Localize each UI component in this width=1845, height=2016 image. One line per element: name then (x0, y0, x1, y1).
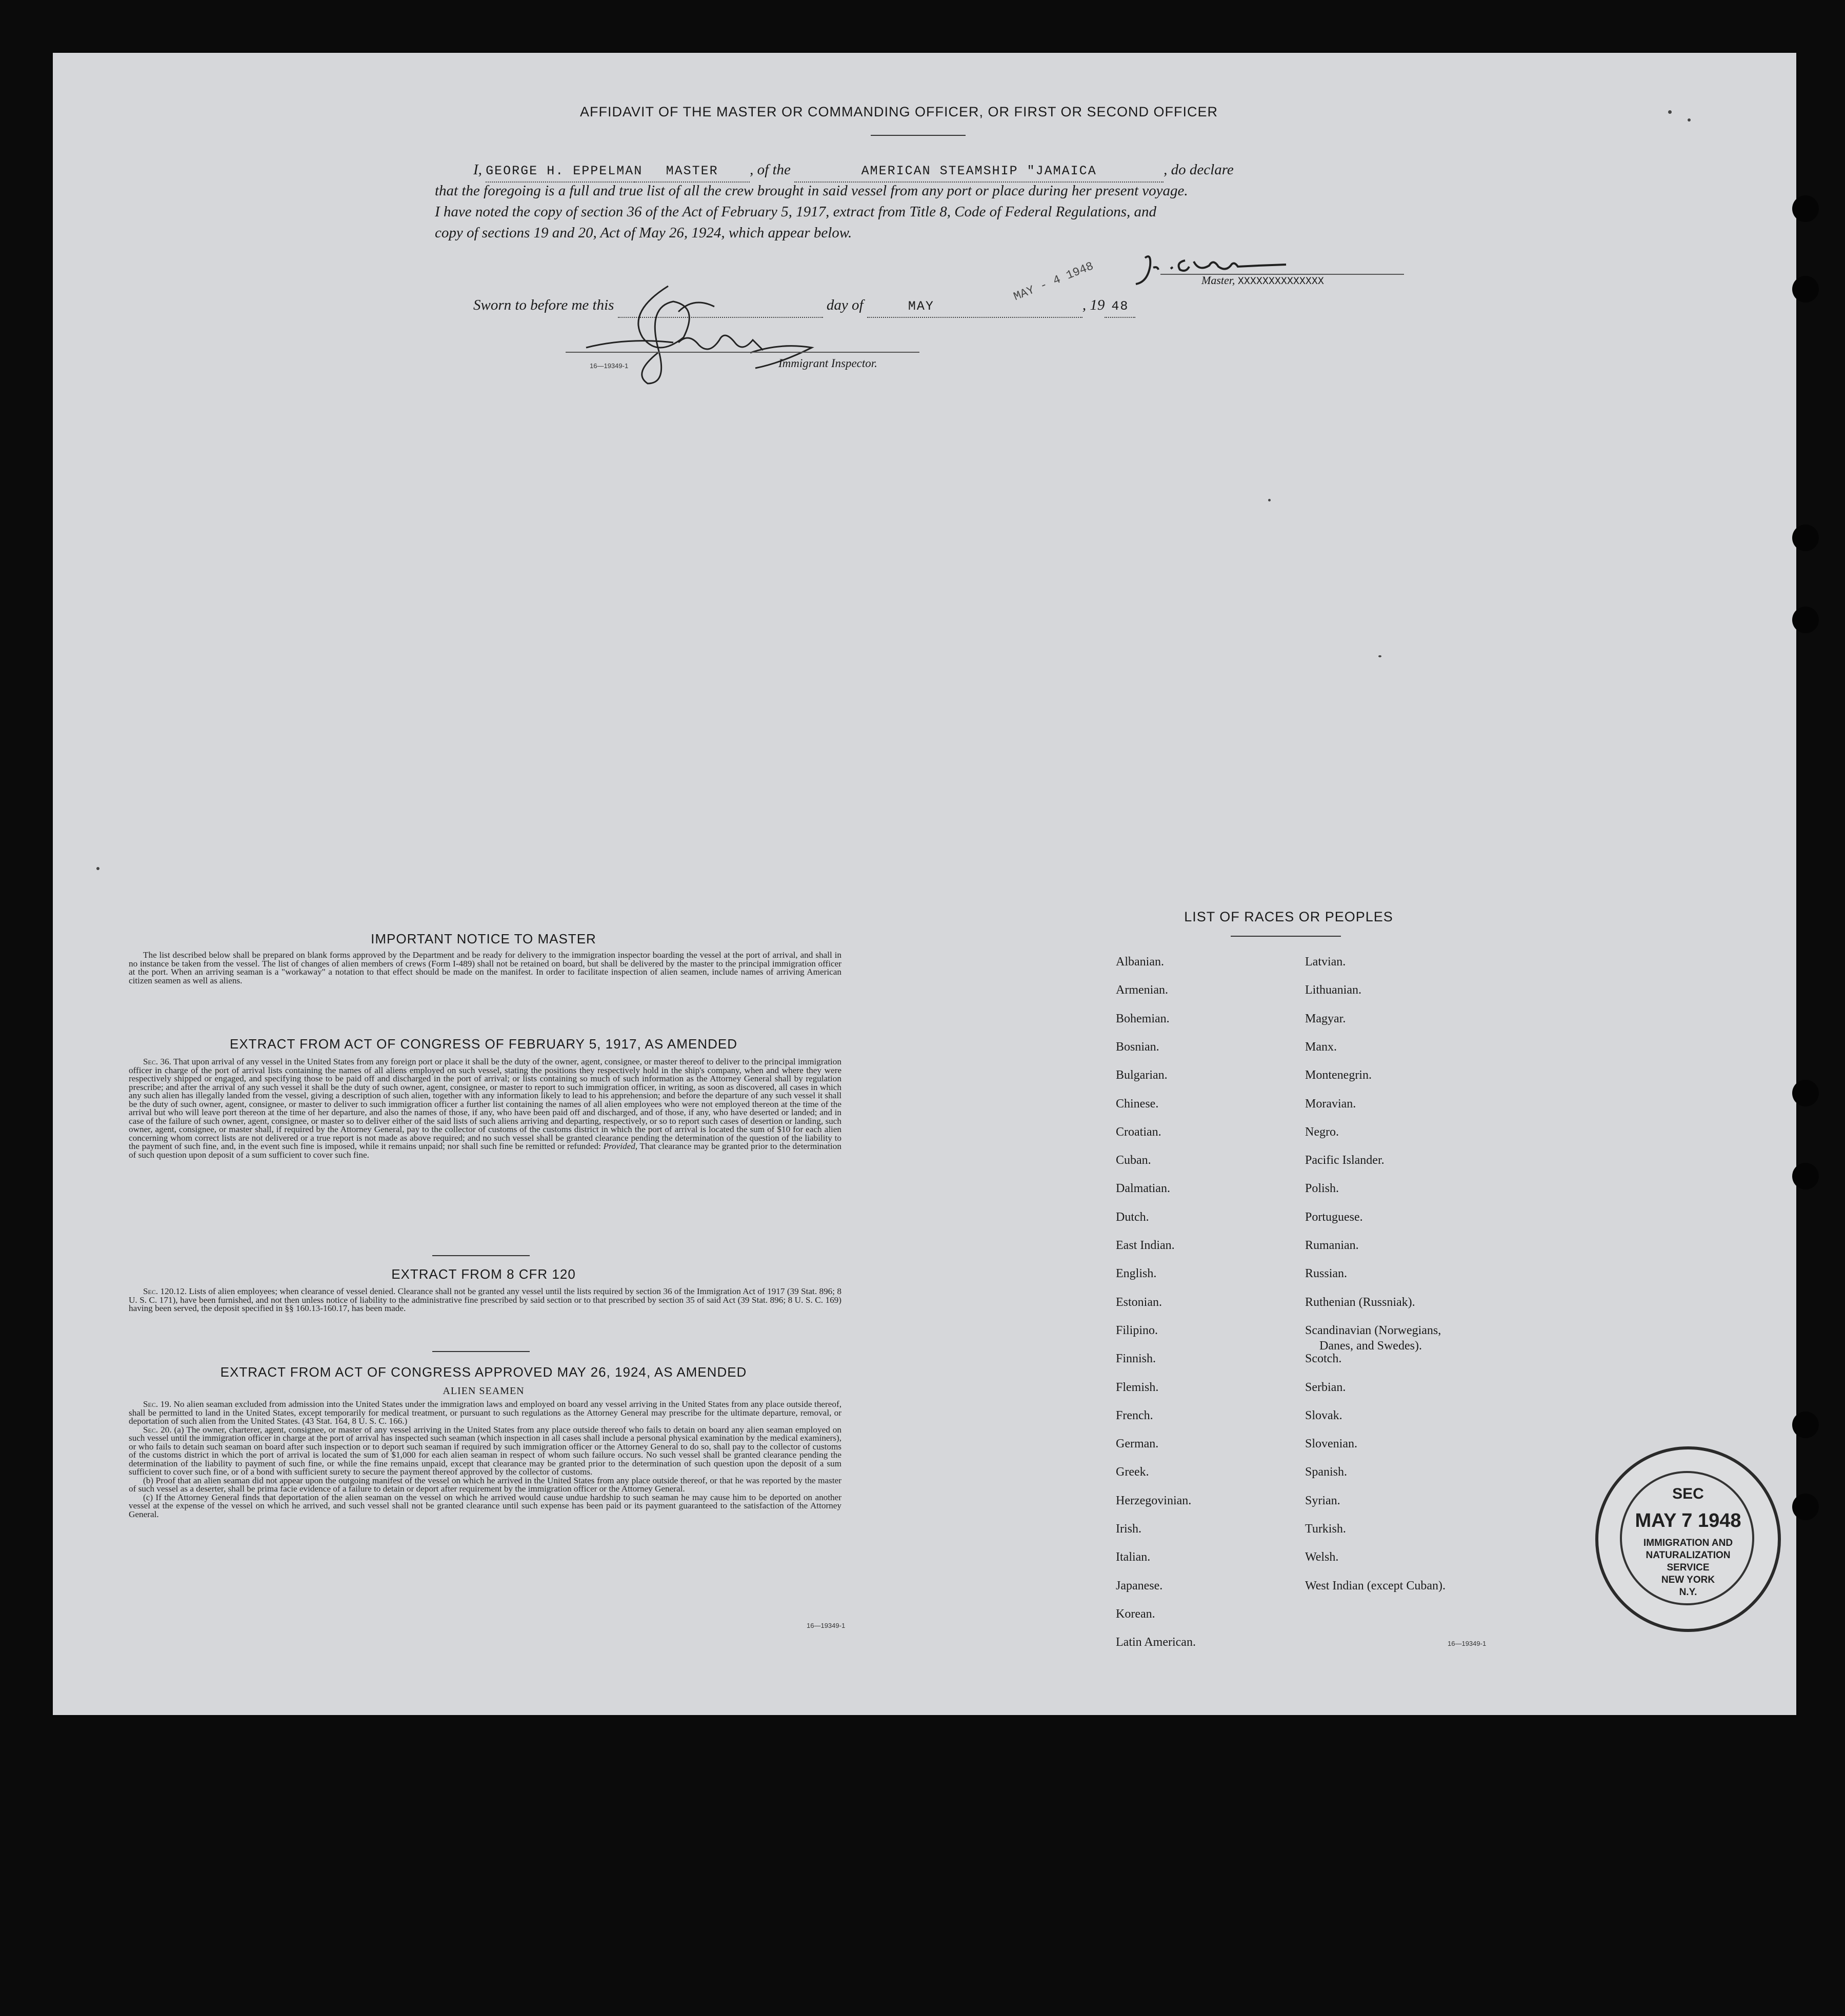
affidavit-heading-rule (871, 135, 966, 136)
race-item: Estonian. (1116, 1295, 1162, 1309)
binder-hole (1792, 525, 1819, 551)
affidavit-heading: AFFIDAVIT OF THE MASTER OR COMMANDING OFFICER, OR FIRST OR SECOND OFFICER (579, 104, 1218, 119)
race-item: Turkish. (1305, 1522, 1346, 1536)
race-item: Ruthenian (Russniak). (1305, 1295, 1415, 1309)
binder-hole (1792, 1163, 1819, 1190)
sworn-label: Sworn to before me this (473, 297, 614, 313)
affidavit-do-declare: , do declare (1164, 162, 1234, 178)
binder-hole (1792, 1494, 1819, 1520)
race-item: Syrian. (1305, 1494, 1340, 1507)
cfr-text (129, 1287, 841, 1313)
master-label: Master, (1201, 274, 1235, 287)
divider-2 (432, 1351, 530, 1352)
race-item: Dalmatian. (1116, 1182, 1170, 1196)
race-item: Cuban. (1116, 1154, 1151, 1167)
race-item: Pacific Islander. (1305, 1154, 1385, 1167)
sec-20b-paragraph: (b) Proof that an alien seaman did not appear upon the outgoing manifest of the vessel on which he arrived in the United States from any place outside thereof, or that he was reported by the master of such vessel as a deserter, shall be prima facie evidence of a failure to detain or deport after requirement by the immigration officer or the Attorney General. (129, 1475, 841, 1494)
race-item: Polish. (1305, 1182, 1339, 1196)
race-item: German. (1116, 1437, 1159, 1451)
race-item: Negro. (1305, 1125, 1339, 1139)
binder-hole (1792, 1080, 1819, 1106)
inspector-label: Immigrant Inspector. (778, 357, 877, 370)
race-item: Welsh. (1305, 1550, 1339, 1564)
affidavit-line-1 (473, 159, 1458, 183)
race-item: Korean. (1116, 1607, 1155, 1621)
race-item: Greek. (1116, 1465, 1149, 1479)
race-item: Slovenian. (1305, 1437, 1357, 1451)
extract-1924-text (129, 1400, 841, 1519)
races-heading: LIST OF RACES OR PEOPLES (1184, 909, 1393, 924)
affidavit-line-3: I have noted the copy of section 36 of the Act of February 5, 1917, extract from Title 8, Code of Federal Regulations, and (435, 204, 1157, 220)
race-item: Scandinavian (Norwegians, (1305, 1323, 1441, 1337)
cfr-paragraph (129, 1287, 841, 1313)
sec-20-label: Sec. 20. (143, 1424, 172, 1435)
race-item: Albanian. (1116, 955, 1164, 969)
sec-20c-paragraph: (c) If the Attorney General finds that deportation of the alien seaman on the vessel on which he arrived would cause undue hardship to such seaman he may cause him to be deported on another vessel at the expense of the vessel on which he arrived, and such vessel shall not be granted clearance until such expense has been paid or its payment guaranteed to the satisfaction of the Attorney General. (129, 1492, 841, 1519)
race-item: Chinese. (1116, 1097, 1159, 1111)
race-item: Montenegrin. (1305, 1069, 1372, 1082)
race-item: West Indian (except Cuban). (1305, 1579, 1446, 1592)
day-of-label: day of (826, 297, 864, 313)
race-item: Slovak. (1305, 1408, 1342, 1422)
extract-1917-text (129, 1058, 841, 1159)
sec-36-text: That upon arrival of any vessel in the United States from any foreign port or place it shall be the duty of the owner, agent, consignee, or master thereof to deliver to the principal immigration officer in charge of the port of arrival lists containing the names of all aliens employed on such vessel, stating the positions they respectively hold in the ship's company, when and where they were respectively shipped or engaged, and specifying those to be paid off and discharged in the port of arrival; or lists containing so much of such information as the Attorney General shall by regulation prescribe; and after the arrival of any such vessel it shall be the duty of such owner, agent, consignee, or master to report to such immigration officer, in writing, as soon as discovered, all cases in which any such alien has illegally landed from the vessel, giving a description of such alien, together with any information likely to lead to his apprehension; and before the departure of any such vessel it shall be the duty of such owner, agent, consignee, or master to deliver to such immigration officer a further list containing the names of all alien employees who were not employed thereon at the time of the arrival but who will leave port thereon at the time of her departure, and also the names of those, if any, who have been paid off and discharged, and of those, if any, who have deserted or landed; and in case of the failure of such owner, agent, consignee, or master so to deliver either of the said lists of such aliens arriving and departing, respectively, or so to report such cases of desertion or landing, such owner, agent, consignee, or master shall, if required by the Attorney General, pay to the collector of customs of the customs district in which the port of arrival is located the sum of $10 for each alien concerning whom correct lists are not delivered or a true report is not made as above required; and no such vessel shall be granted clearance pending the determination of the question of the liability to the payment of such fine, and, in the event such fine is imposed, while it remains unpaid; nor shall such fine be remitted or refunded: (129, 1057, 841, 1151)
race-item: Bohemian. (1116, 1012, 1170, 1025)
race-item: Irish. (1116, 1522, 1141, 1536)
race-item: Japanese. (1116, 1579, 1163, 1592)
race-item: Latvian. (1305, 955, 1346, 969)
race-item: Latin American. (1116, 1636, 1196, 1649)
races-form-number: 16—19349-1 (1448, 1640, 1487, 1647)
extract-1924-heading: EXTRACT FROM ACT OF CONGRESS APPROVED MAY 26, 1924, AS AMENDED (220, 1364, 747, 1380)
date-received-stamp: MAY - 4 1948 (1012, 259, 1096, 304)
scan-speck (1688, 118, 1691, 122)
immigration-service-stamp (1595, 1446, 1781, 1632)
affidavit-line-4: copy of sections 19 and 20, Act of May 26, 1924, which appear below. (435, 225, 852, 241)
divider-1 (432, 1255, 530, 1256)
notice-text (129, 951, 841, 985)
race-item: Rumanian. (1305, 1239, 1359, 1252)
stamp-line-5: N.Y. (1679, 1587, 1697, 1598)
stamp-line-2: NATURALIZATION (1646, 1550, 1731, 1561)
scan-speck (1268, 499, 1271, 501)
race-item: Magyar. (1305, 1012, 1346, 1025)
race-item: East Indian. (1116, 1239, 1175, 1252)
sec-20a-paragraph (129, 1426, 841, 1477)
stamp-date: MAY 7 1948 (1635, 1510, 1741, 1531)
alien-seamen-subheading: ALIEN SEAMEN (443, 1385, 525, 1397)
race-item: Herzegovinian. (1116, 1494, 1192, 1507)
scan-speck (1378, 655, 1381, 657)
binder-hole (1792, 195, 1819, 222)
stamp-line-4: NEW YORK (1661, 1575, 1715, 1585)
race-item: Serbian. (1305, 1380, 1346, 1394)
race-item: Bosnian. (1116, 1040, 1159, 1054)
race-item: French. (1116, 1408, 1153, 1422)
master-title-field: MASTER (634, 160, 750, 183)
manifest-sheet (53, 53, 1796, 1715)
year-prefix: , 19 (1082, 297, 1105, 313)
scan-speck (1668, 110, 1672, 114)
sec-36-label: Sec. 36. (143, 1057, 171, 1066)
stamp-line-1: IMMIGRATION AND (1643, 1538, 1733, 1548)
extract-1917-heading: EXTRACT FROM ACT OF CONGRESS OF FEBRUARY 5, 1917, AS AMENDED (230, 1036, 737, 1052)
race-item: English. (1116, 1267, 1157, 1281)
scan-speck (96, 867, 99, 870)
sec-19-label: Sec. 19. (143, 1399, 172, 1409)
race-item: Flemish. (1116, 1380, 1159, 1394)
struck-out-title: XXXXXXXXXXXXXX (1237, 276, 1324, 288)
race-item: Manx. (1305, 1040, 1337, 1054)
cfr-heading: EXTRACT FROM 8 CFR 120 (391, 1266, 576, 1282)
race-item: Filipino. (1116, 1323, 1158, 1337)
provided-label: Provided, (603, 1141, 638, 1151)
sworn-year-field: 48 (1105, 296, 1135, 318)
race-item: Spanish. (1305, 1465, 1348, 1479)
race-item: Dutch. (1116, 1210, 1149, 1224)
master-name-field: GEORGE H. EPPELMAN (486, 160, 634, 183)
affidavit-form-number: 16—19349-1 (590, 362, 629, 370)
race-item: Bulgarian. (1116, 1069, 1168, 1082)
binder-hole (1792, 1412, 1819, 1438)
race-item: Finnish. (1116, 1352, 1156, 1366)
race-item: Danes, and Swedes). (1319, 1339, 1422, 1353)
race-item: Armenian. (1116, 983, 1168, 997)
race-item: Italian. (1116, 1550, 1151, 1564)
binder-hole (1792, 607, 1819, 633)
race-item: Portuguese. (1305, 1210, 1363, 1224)
affidavit-line-2: that the foregoing is a full and true list of all the crew brought in said vessel from any port or place during her present voyage. (435, 183, 1188, 199)
race-item: Scotch. (1305, 1352, 1342, 1366)
vessel-name-field: AMERICAN STEAMSHIP "JAMAICA (794, 160, 1164, 183)
stamp-line-3: SERVICE (1667, 1562, 1710, 1573)
affidavit-of-the: , of the (750, 162, 791, 178)
sec-20a-text: (a) The owner, charterer, agent, consignee, or master of any vessel arriving in the United States from any place outside thereof who fails to detain on board any alien seaman employed on such vessel until the immigration officer in charge at the port of arrival has inspected such seaman (which inspection in all cases shall include a personal physical examination by the medical examiners), or who fails to detain such seaman on board after such inspection or to deport such seaman if required by such immigration officer or the Attorney General to do so, shall pay to the collector of customs of the customs district in which the port of arrival is located the sum of $1,000 for each alien seaman in respect of whom such failure occurs. No such vessel shall be granted clearance pending the determination of the liability to payment of such fine, or while the fine remains unpaid, except that clearance may be granted prior to the determination of such question upon the deposit of a sum sufficient to cover such fine, or of a bond with sufficient surety to secure the payment thereof approved by the collector of customs. (129, 1424, 841, 1477)
sec-19-paragraph (129, 1400, 841, 1426)
sec-120-label: Sec. 120.12. (143, 1286, 187, 1296)
race-item: Moravian. (1305, 1097, 1356, 1111)
notice-paragraph: The list described below shall be prepared on blank forms approved by the Department and be ready for delivery to the immigration inspector boarding the vessel at the port of arrival, and shall in no instance be taken from the vessel. The list of changes of alien members of crews (Form I-489) shall not be retained on board, but shall be delivered by the master to the principal immigration officer at the port. When an arriving seaman is a "workaway" a notation to that effect should be made on the manifest. In order to facilitate inspection of alien seamen, include names of arriving American citizen seamen as well as aliens. (129, 950, 841, 985)
sec-19-text: No alien seaman excluded from admission into the United States under the immigration laws and employed on board any vessel arriving in the United States from any place outside thereof, shall be permitted to land in the United States, except temporarily for medical treatment, or pursuant to such regulations as the Attorney General may prescribe for the ultimate departure, removal, or deportation of such alien from the United States. (43 Stat. 164, 8 U. S. C. 166.) (129, 1399, 842, 1426)
races-heading-rule (1231, 936, 1341, 937)
sec-36-tail: That clearance may be granted prior to the determination of such question upon deposit of a sum sufficient to cover such fine. (129, 1141, 841, 1160)
notice-heading: IMPORTANT NOTICE TO MASTER (371, 931, 596, 946)
affidavit-i: I, (473, 162, 482, 178)
sworn-month-field: MAY (867, 296, 1082, 318)
race-item: Croatian. (1116, 1125, 1161, 1139)
stamp-top: SEC (1672, 1485, 1704, 1502)
binder-hole (1792, 276, 1819, 303)
extract-form-number: 16—19349-1 (807, 1622, 846, 1629)
sec-120-text: Lists of alien employees; when clearance of vessel denied. Clearance shall not be granted any vessel until the lists required by section 36 of the Immigration Act of 1917 (39 Stat. 896; 8 U. S. C. 171), have been furnished, and not then unless notice of liability to the administrative fine prescribed by said section or to that prescribed by section 35 of said Act (39 Stat. 896; 8 U. S. C. 169) having been served, the deposit specified in §§ 160.13-160.17, has been made. (129, 1286, 841, 1313)
race-item: Lithuanian. (1305, 983, 1361, 997)
extract-1917-paragraph (129, 1058, 841, 1159)
master-label-row (1201, 270, 1324, 292)
race-item: Russian. (1305, 1267, 1348, 1281)
